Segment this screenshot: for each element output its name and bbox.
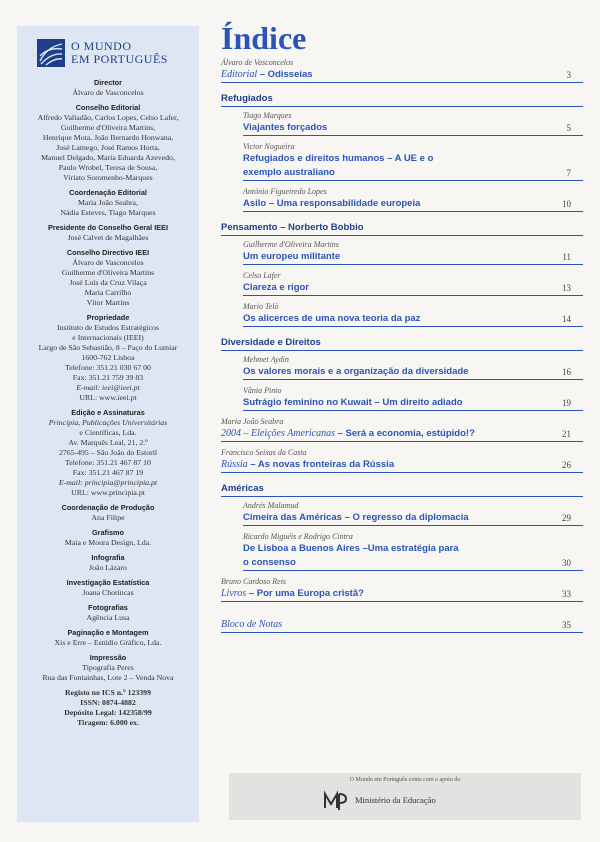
entry-author: Francisco Seixas da Costa bbox=[221, 448, 307, 457]
credit-line: Paulo Wrobel, Teresa de Sousa, bbox=[58, 163, 158, 172]
entry-title-line: Viajantes forçados bbox=[243, 122, 328, 133]
credit-line: Viriato Soromenho-Marques bbox=[63, 173, 153, 182]
entry-page-number: 33 bbox=[562, 589, 571, 599]
credit-line: Vítor Martins bbox=[86, 298, 130, 307]
entry-title-line: Os valores morais e a organização da diversidade bbox=[243, 366, 469, 377]
section-entries bbox=[221, 111, 583, 212]
credit-block bbox=[21, 628, 195, 648]
toc-entry bbox=[221, 577, 583, 602]
registration-line: Depósito Legal: 142358/99 bbox=[64, 708, 152, 717]
entry-title-italic: Livros bbox=[221, 588, 247, 599]
entry-author: Guilherme d'Oliveira Martins bbox=[243, 240, 339, 249]
entry-title bbox=[243, 250, 583, 264]
entry-title bbox=[221, 587, 583, 601]
credit-block bbox=[21, 528, 195, 548]
credit-heading: Fotografias bbox=[88, 603, 128, 612]
sponsor-name: Ministério da Educação bbox=[355, 795, 436, 805]
entry-title bbox=[243, 365, 583, 379]
toc-entry bbox=[221, 58, 583, 83]
entry-title-line: Cimeira das Américas – O regresso da diplomacia bbox=[243, 512, 469, 523]
registration-line: Tiragem: 6.000 ex. bbox=[77, 718, 139, 727]
credit-heading: Conselho Directivo IEEI bbox=[66, 248, 150, 257]
entry-author: Bruno Cardoso Reis bbox=[221, 577, 287, 586]
credit-heading: Grafismo bbox=[91, 528, 125, 537]
entry-page-number: 35 bbox=[562, 620, 571, 630]
entry-title-line: exemplo australiano bbox=[243, 167, 335, 178]
credit-line: Guilherme d'Oliveira Martins, bbox=[60, 123, 156, 132]
logo-line-1: O MUNDO bbox=[71, 39, 132, 53]
entry-title bbox=[243, 121, 583, 135]
credit-line: Álvaro de Vasconcelos bbox=[72, 258, 144, 267]
entry-title bbox=[221, 427, 583, 441]
credit-line: Henrique Mota, João Bernardo Honwana, bbox=[42, 133, 174, 142]
entry-title-rest: – Odisseias bbox=[257, 69, 313, 80]
toc-entries bbox=[221, 58, 583, 633]
credit-line: Joana Chorincas bbox=[82, 588, 134, 597]
credit-block bbox=[21, 78, 195, 98]
entry-title-line: Um europeu militante bbox=[243, 251, 341, 262]
entry-page-number: 5 bbox=[566, 123, 571, 133]
credit-heading: Coordenação Editorial bbox=[69, 188, 147, 197]
toc-entry bbox=[243, 355, 583, 380]
entry-title bbox=[221, 68, 583, 82]
sponsor-banner bbox=[229, 773, 581, 820]
credit-line: 1600-762 Lisboa bbox=[81, 353, 135, 362]
entry-title bbox=[243, 396, 583, 410]
entry-author: Vânia Pinto bbox=[243, 386, 282, 395]
entry-page-number: 19 bbox=[562, 398, 571, 408]
ministry-logo-icon bbox=[321, 788, 347, 814]
credit-block bbox=[21, 503, 195, 523]
toc-entry bbox=[243, 240, 583, 265]
entry-title bbox=[243, 197, 583, 211]
credit-heading: Paginação e Montagem bbox=[67, 628, 149, 637]
table-of-contents bbox=[221, 20, 583, 639]
credit-line: Telefone: 351.21 030 67 00 bbox=[65, 363, 151, 372]
entry-title-line: Clareza e rigor bbox=[243, 282, 309, 293]
page-title: Índice bbox=[221, 20, 307, 56]
credit-line: Tipografia Peres bbox=[82, 663, 134, 672]
toc-entry bbox=[221, 608, 583, 633]
credit-line: Fax: 351.21 467 87 19 bbox=[72, 468, 144, 477]
credit-line: Instituto de Estudos Estratégicos bbox=[57, 323, 159, 332]
credit-line: 2765-495 – São João do Estoril bbox=[58, 448, 158, 457]
credit-heading: Impressão bbox=[89, 653, 127, 662]
credit-line: Maia e Moura Design, Lda. bbox=[64, 538, 152, 547]
credit-line: e Internacionais (IEEI) bbox=[72, 333, 144, 342]
registration-info bbox=[21, 688, 195, 728]
credit-block bbox=[21, 103, 195, 183]
entry-author: Mario Telò bbox=[243, 302, 279, 311]
section-heading: Diversidade e Direitos bbox=[221, 335, 583, 351]
credit-line: E-mail: principia@principia.pt bbox=[58, 478, 158, 487]
credit-line: Guilherme d'Oliveira Martins bbox=[61, 268, 155, 277]
entry-title-rest: – Será a economia, estúpido!? bbox=[334, 428, 475, 439]
credit-line: José Luís da Cruz Vilaça bbox=[69, 278, 147, 287]
credit-block bbox=[21, 248, 195, 308]
credit-line: Telefone: 351.21 467 87 10 bbox=[65, 458, 151, 467]
masthead-sidebar bbox=[17, 26, 199, 822]
credit-block bbox=[21, 408, 195, 498]
entry-author: Tiago Marques bbox=[243, 111, 292, 120]
entry-title bbox=[243, 511, 583, 525]
credit-heading: Propriedade bbox=[86, 313, 130, 322]
credit-line: Av. Marquês Leal, 21, 2.º bbox=[68, 438, 148, 447]
entry-title-rest: – As novas fronteiras da Rússia bbox=[247, 459, 395, 470]
entry-page-number: 10 bbox=[562, 199, 571, 209]
entry-page-number: 29 bbox=[562, 513, 571, 523]
credit-line: Ana Filipe bbox=[91, 513, 125, 522]
credit-line: Maria Carrilho bbox=[84, 288, 132, 297]
entry-author: António Figueiredo Lopes bbox=[243, 187, 327, 196]
toc-entry bbox=[243, 111, 583, 136]
entry-title-line: Sufrágio feminino no Kuwait – Um direito adiado bbox=[243, 397, 463, 408]
entry-title-line: Asilo – Uma responsabilidade europeia bbox=[243, 198, 421, 209]
entry-title bbox=[243, 152, 583, 180]
entry-title-line: Os alicerces de uma nova teoria da paz bbox=[243, 313, 421, 324]
entry-author: Victor Nogueira bbox=[243, 142, 295, 151]
credit-line: Manuel Delgado, Maria Eduarda Azevedo, bbox=[41, 153, 175, 162]
section-entries bbox=[221, 501, 583, 571]
entry-title-italic: Rússia bbox=[221, 459, 248, 470]
credit-heading: Edição e Assinaturas bbox=[71, 408, 145, 417]
credit-heading: Coordenação de Produção bbox=[61, 503, 155, 512]
credit-line: José Lamego, José Ramos Horta, bbox=[56, 143, 160, 152]
entry-page-number: 13 bbox=[562, 283, 571, 293]
toc-entry bbox=[221, 417, 583, 442]
entry-title bbox=[243, 281, 583, 295]
entry-page-number: 30 bbox=[562, 558, 571, 568]
globe-logo-icon bbox=[37, 39, 65, 67]
entry-title bbox=[221, 618, 583, 632]
credit-block bbox=[21, 578, 195, 598]
section-entries bbox=[221, 240, 583, 327]
entry-author: Ricardo Miguéis e Rodrigo Cintra bbox=[243, 532, 353, 541]
credit-line: João Lázaro bbox=[89, 563, 127, 572]
credit-line: Alfredo Valladão, Carlos Lopes, Celso Lafer, bbox=[37, 113, 179, 122]
toc-entry bbox=[243, 271, 583, 296]
entry-title-line: o consenso bbox=[243, 557, 296, 568]
credit-line: Rua das Fontainhas, Lote 2 – Venda Nova bbox=[42, 673, 174, 682]
credit-line: Principia, Publicações Universitárias bbox=[48, 418, 168, 427]
credit-block bbox=[21, 653, 195, 683]
credit-line: Fax: 351.21 759 39 83 bbox=[72, 373, 144, 382]
entry-title-line: De Lisboa a Buenos Aires –Uma estratégia para bbox=[243, 543, 459, 554]
entry-title-rest: – Por uma Europa cristã? bbox=[246, 588, 364, 599]
entry-page-number: 7 bbox=[566, 168, 571, 178]
credit-line: URL: www.principia.pt bbox=[71, 488, 145, 497]
entry-title bbox=[243, 542, 583, 570]
credit-block bbox=[21, 313, 195, 403]
toc-entry bbox=[243, 142, 583, 181]
entry-spacer bbox=[221, 608, 583, 618]
credit-block bbox=[21, 188, 195, 218]
section-heading: Américas bbox=[221, 481, 583, 497]
toc-entry bbox=[243, 302, 583, 327]
credit-line: E-mail: ieei@ieei.pt bbox=[76, 383, 140, 392]
credit-line: Nádia Esteves, Tiago Marques bbox=[60, 208, 156, 217]
masthead-credits bbox=[21, 78, 195, 683]
entry-author: Celso Lafer bbox=[243, 271, 281, 280]
toc-entry bbox=[243, 532, 583, 571]
credit-line: e Científicas, Lda. bbox=[79, 428, 137, 437]
credit-block bbox=[21, 603, 195, 623]
credit-line: Agência Lusa bbox=[86, 613, 130, 622]
section-entries bbox=[221, 355, 583, 411]
entry-title bbox=[221, 458, 583, 472]
entry-author: Mehmet Aydin bbox=[243, 355, 289, 364]
credit-line: Largo de São Sebastião, 8 – Paço do Lumiar bbox=[38, 343, 178, 352]
toc-entry bbox=[243, 386, 583, 411]
entry-page-number: 21 bbox=[562, 429, 571, 439]
registration-line: Registo no ICS n.º 123399 bbox=[65, 688, 151, 697]
entry-title-italic: 2004 – Eleições Americanas bbox=[221, 428, 335, 439]
credit-heading: Infografia bbox=[91, 553, 125, 562]
credit-block bbox=[21, 553, 195, 573]
credit-heading: Presidente do Conselho Geral IEEI bbox=[47, 223, 169, 232]
toc-entry bbox=[243, 501, 583, 526]
entry-title-line: Refugiados e direitos humanos – A UE e o bbox=[243, 153, 434, 164]
entry-title-italic: Bloco de Notas bbox=[221, 619, 283, 630]
entry-title-italic: Editorial bbox=[221, 69, 258, 80]
entry-author: Álvaro de Vasconcelos bbox=[221, 58, 294, 67]
logo-line-2: EM PORTUGUÊS bbox=[71, 52, 168, 66]
entry-page-number: 11 bbox=[562, 252, 571, 262]
entry-page-number: 26 bbox=[562, 460, 571, 470]
toc-entry bbox=[221, 448, 583, 473]
section-heading: Refugiados bbox=[221, 91, 583, 107]
credit-line: Xis e Erre – Estúdio Gráfico, Lda. bbox=[54, 638, 162, 647]
entry-author: Maria João Seabra bbox=[221, 417, 284, 426]
credit-line: Álvaro de Vasconcelos bbox=[72, 88, 144, 97]
credit-heading: Director bbox=[94, 78, 122, 87]
entry-page-number: 16 bbox=[562, 367, 571, 377]
entry-author: Andrés Malamud bbox=[243, 501, 299, 510]
entry-title bbox=[243, 312, 583, 326]
magazine-logo bbox=[37, 38, 195, 68]
credit-block bbox=[21, 223, 195, 243]
entry-page-number: 14 bbox=[562, 314, 571, 324]
credit-heading: Investigação Estatística bbox=[66, 578, 150, 587]
section-heading: Pensamento – Norberto Bobbio bbox=[221, 220, 583, 236]
registration-line: ISSN: 0874-4882 bbox=[80, 698, 136, 707]
toc-entry bbox=[243, 187, 583, 212]
credit-line: José Calvet de Magalhães bbox=[67, 233, 149, 242]
sponsor-caption: O Mundo em Português conta com o apoio do bbox=[349, 777, 461, 783]
credit-heading: Conselho Editorial bbox=[75, 103, 141, 112]
credit-line: Maria João Seabra, bbox=[78, 198, 138, 207]
credit-line: URL: www.ieei.pt bbox=[79, 393, 137, 402]
entry-page-number: 3 bbox=[566, 70, 571, 80]
